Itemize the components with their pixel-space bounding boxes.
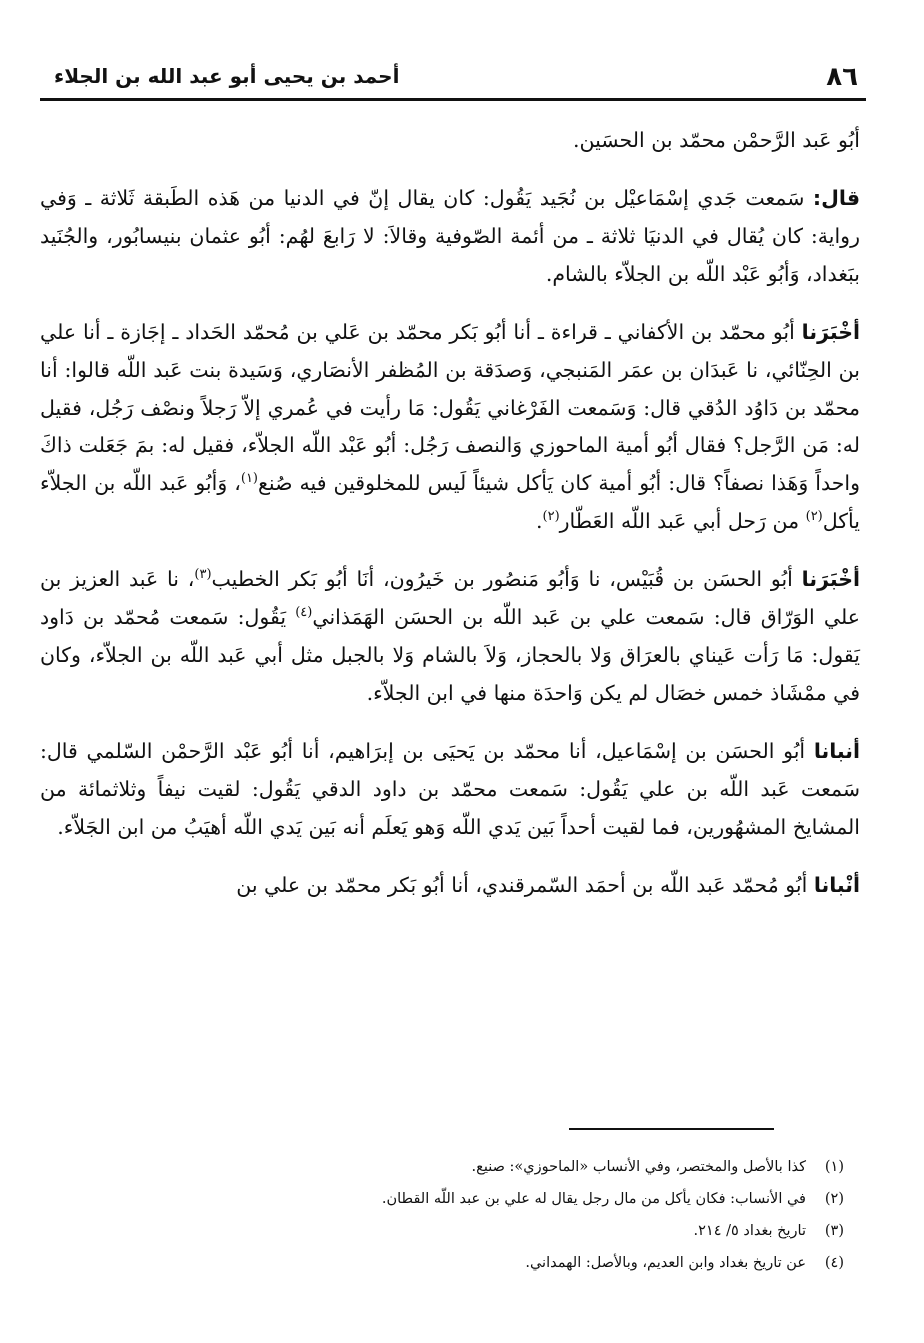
footnote-ref: (٣) bbox=[194, 567, 212, 583]
paragraph-lead: أخْبَرَنا bbox=[801, 567, 860, 592]
footnote bbox=[40, 1248, 844, 1280]
paragraph-text: أبُو عَبد الرَّحمْن محمّد بن الحسَين. bbox=[572, 128, 860, 152]
paragraph-text: ، نا عَبد العزيز بن علي الوَرّاق قال: سَمعت علي بن عَبد اللّه بن الحسَن الهَمَذاني bbox=[40, 567, 860, 630]
paragraph bbox=[40, 122, 860, 160]
footnote-ref: (٢) bbox=[805, 509, 823, 525]
paragraph-text: . bbox=[535, 509, 543, 534]
paragraph-text: . bbox=[366, 680, 374, 705]
footnote-ref: (٢) bbox=[542, 509, 560, 525]
main-text bbox=[40, 122, 860, 925]
footnote-divider bbox=[569, 1128, 774, 1130]
paragraph-lead: قال: bbox=[812, 185, 860, 210]
footnote-text: عن تاريخ بغداد وابن العديم، وبالأصل: الهمداني. bbox=[525, 1254, 806, 1271]
paragraph-text: أبُو الحسَن بن قُبَيْس، نا وَأبُو مَنصُور بن خَيرُون، أنَا أبُو بَكر الخطيب bbox=[211, 567, 802, 592]
paragraph-text: أبُو الحسَن بن إسْمَاعيل، أنا محمّد بن يَحيَى بن إبرَاهيم، أنا أبُو عَبْد الرَّحمْن السّلمي قال: سَمعت عَبد اللّه بن علي يَقُول: سَمعت محمّد بن داود الدقي يَقُول: لقيت نيفاً وثلاثمائة من المشايخ المشهُورين، فما لقيت أحداً بَين يَدي اللّه وَهو يَعلَم أنه بَين يَدي اللّه أهيَبُ من ابن الجَلاّء. bbox=[40, 738, 860, 839]
paragraph-text: ، وَأبُو عَبد اللّه بن الجلاّء يأكل bbox=[40, 471, 860, 534]
footnote-number: (٤) bbox=[824, 1254, 844, 1271]
page-number: ٨٦ bbox=[826, 62, 858, 92]
paragraph-lead: أنبانا bbox=[813, 738, 860, 763]
paragraph-text: من رَحل أبي عَبد اللّه العَطّار bbox=[559, 509, 806, 534]
footnote-number: (٣) bbox=[824, 1222, 844, 1239]
footnotes bbox=[40, 1152, 844, 1280]
paragraph-text: أبُو محمّد بن الأكفاني ـ قراءة ـ أنا أبُو بَكر محمّد بن عَلي بن مُحمّد الحَداد ـ إجَازة ـ أنا علي بن الحِنّائي، نا عَبدَان بن عمَر المَنبجي، وَصدَقة بن المُظفر الأنصَاري، وَسَيدة بنت عَبد اللّه قالوا: أنا محمّد بن دَاوُد الدُقي قال: وَسَمعت الفَرْغاني يَقُول: مَا رأيت في عُمري إلاّ رَجلاً ونصْف رَجُل، فقيل له: مَن الرَّجل؟ فقال أبُو أمية الماحوزي وَالنصف رَجُل: أبُو عَبْد اللّه الجلاّء، فقيل له: بمَ جَعَلت ذاكَ واحداً وَهَذا نصفاً؟ قال: أبُو أمية كان يَأكل شيئاً لَيس للمخلوقين فيه صُنع bbox=[40, 319, 861, 496]
footnote-number: (٢) bbox=[824, 1190, 844, 1207]
footnote-ref: (١) bbox=[240, 471, 258, 487]
footnote-text: كذا بالأصل والمختصر، وفي الأنساب «الماحوزي»: صنيع. bbox=[471, 1159, 806, 1175]
page-header bbox=[40, 58, 866, 101]
paragraph bbox=[40, 561, 860, 713]
paragraph bbox=[40, 180, 860, 294]
footnote bbox=[40, 1184, 844, 1216]
paragraph-text: أبُو مُحمّد عَبد اللّه بن أحمَد السّمرقندي، أنا أبُو بَكر محمّد بن علي بن bbox=[236, 872, 814, 897]
paragraph bbox=[40, 733, 860, 847]
footnote bbox=[40, 1216, 844, 1248]
footnote-text: تاريخ بغداد ٥/ ٢١٤. bbox=[693, 1222, 806, 1239]
paragraph-lead: أنْبانا bbox=[813, 872, 860, 897]
footnote bbox=[40, 1152, 844, 1184]
paragraph-text: يَقُول: سَمعت مُحمّد بن دَاود يَقول: مَا رَأت عَيناي بالعرَاق وَلا بالحجاز، وَلاَ بالشام وَلا بالجبل مثل أبي عَبد اللّه بن الجلاّء، وكان في ممْشَاذ خمس خصَال لم يكن وَاحدَة منها في ابن الجلاّء bbox=[40, 605, 860, 705]
running-title: أحمد بن يحيى أبو عبد الله بن الجلاء bbox=[54, 64, 400, 88]
footnote-ref: (٤) bbox=[295, 605, 313, 621]
paragraph bbox=[40, 314, 860, 542]
paragraph-lead: أخْبَرَنا bbox=[801, 319, 860, 344]
footnote-text: في الأنساب: فكان يأكل من مال رجل يقال له علي بن عبد اللّه القطان. bbox=[381, 1190, 806, 1207]
paragraph-text: سَمعت جَدي إسْمَاعيْل بن نُجَيد يَقُول: كان يقال إنّ في الدنيا من هَذه الطَبقة ثَلاثة ـ وَفي رواية: كان يُقال في الدنيَا ثلاثة ـ من أئمة الصّوفية وقالاَ: لا رَابعَ لهُم: أبُو عثمان بنيسابُور، والجُنَيد ببَغداد، وَأبُو عَبْد اللّه بن الجلاّء بالشام. bbox=[40, 185, 860, 286]
paragraph bbox=[40, 867, 860, 905]
footnote-number: (١) bbox=[824, 1159, 844, 1175]
